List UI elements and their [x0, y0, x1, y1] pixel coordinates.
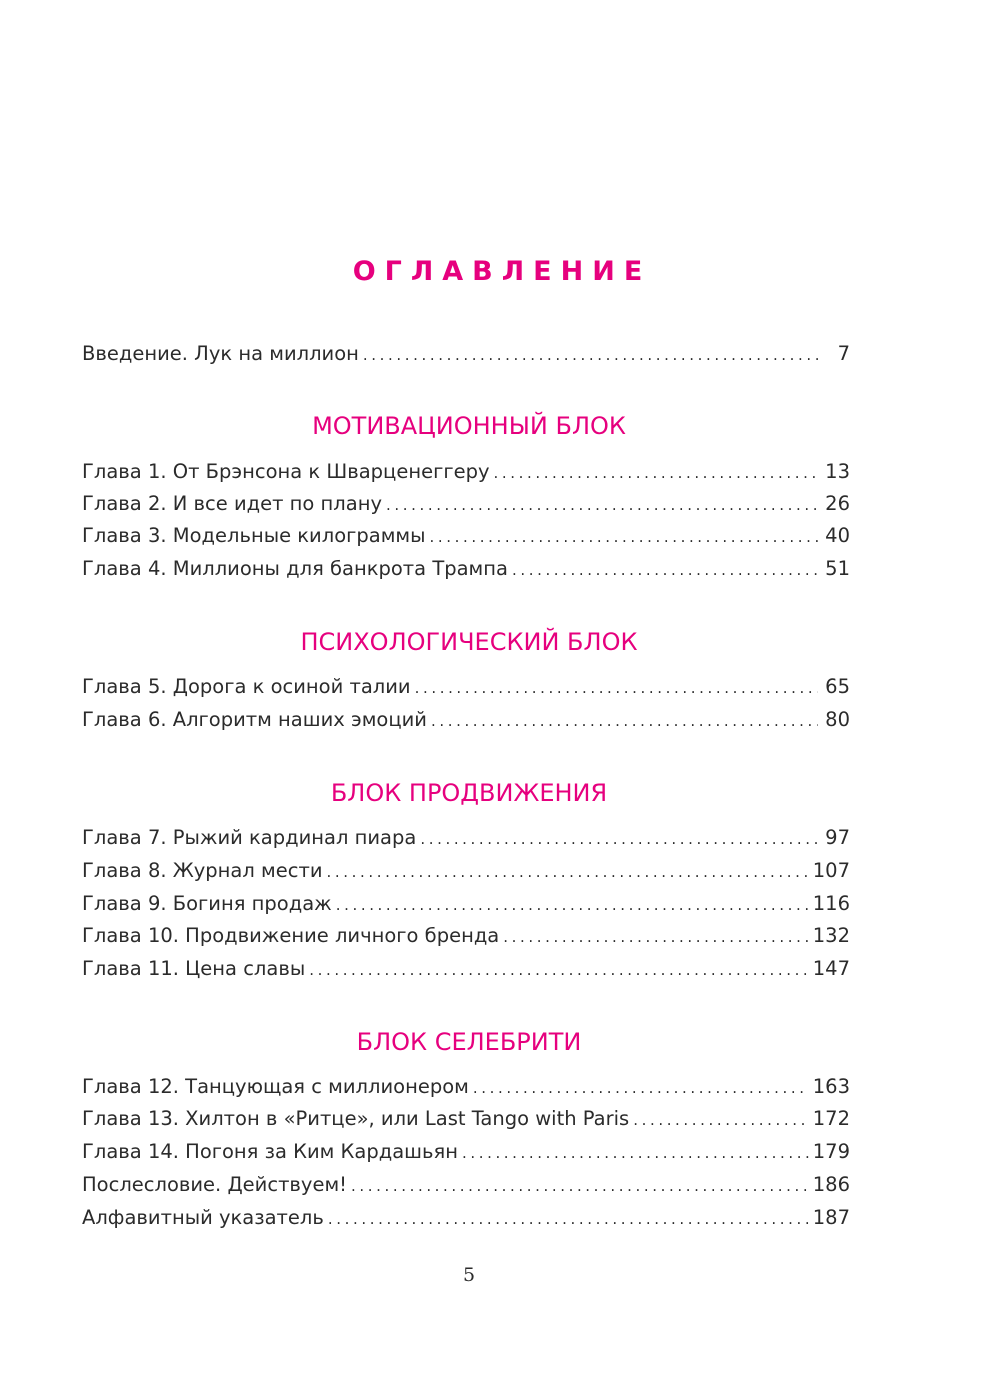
toc-entry-page: 147	[812, 957, 850, 980]
toc-entry-label: Глава 1. От Брэнсона к Шварценеггеру	[82, 460, 490, 483]
section-heading-motivation: МОТИВАЦИОННЫЙ БЛОК	[312, 412, 626, 440]
dot-leader	[430, 528, 818, 546]
toc-entry[interactable]	[82, 924, 850, 954]
dot-leader	[309, 961, 809, 979]
toc-entry-label: Глава 5. Дорога к осиной талии	[82, 675, 411, 698]
dot-leader	[420, 830, 818, 848]
toc-entry-intro[interactable]	[82, 342, 850, 372]
dot-leader	[462, 1144, 809, 1162]
toc-entry-page: 186	[812, 1173, 850, 1196]
toc-entry[interactable]	[82, 1206, 850, 1236]
section-heading-celebrity: БЛОК СЕЛЕБРИТИ	[356, 1028, 582, 1056]
dot-leader	[386, 496, 818, 514]
toc-entry-label: Алфавитный указатель	[82, 1206, 324, 1229]
toc-entry[interactable]	[82, 1075, 850, 1105]
toc-entry-label: Послесловие. Действуем!	[82, 1173, 347, 1196]
dot-leader	[473, 1079, 809, 1097]
toc-entry[interactable]	[82, 1173, 850, 1203]
toc-entry-page: 97	[825, 826, 850, 849]
toc-entry[interactable]	[82, 557, 850, 587]
toc-entry[interactable]	[82, 708, 850, 738]
dot-leader	[493, 464, 818, 482]
toc-entry-page: 187	[812, 1206, 850, 1229]
toc-entry-page: 40	[825, 524, 850, 547]
toc-entry-page: 65	[825, 675, 850, 698]
section-heading-promotion: БЛОК ПРОДВИЖЕНИЯ	[330, 779, 608, 807]
dot-leader	[363, 346, 818, 364]
toc-entry-label: Глава 8. Журнал мести	[82, 859, 323, 882]
dot-leader	[415, 679, 818, 697]
toc-entry-page: 116	[812, 892, 850, 915]
toc-entry[interactable]	[82, 859, 850, 889]
toc-entry-page: 51	[825, 557, 850, 580]
dot-leader	[633, 1111, 809, 1129]
toc-entry-label: Глава 6. Алгоритм наших эмоций	[82, 708, 427, 731]
toc-entry-label: Глава 11. Цена славы	[82, 957, 306, 980]
toc-entry-label: Глава 3. Модельные килограммы	[82, 524, 426, 547]
page-title: ОГЛАВЛЕНИЕ	[352, 256, 652, 287]
toc-entry[interactable]	[82, 957, 850, 987]
toc-entry[interactable]	[82, 826, 850, 856]
dot-leader	[503, 928, 809, 946]
dot-leader	[336, 896, 809, 914]
toc-entry-page: 132	[812, 924, 850, 947]
page-number: 5	[462, 1264, 476, 1286]
toc-entry[interactable]	[82, 1107, 850, 1137]
toc-entry-label: Глава 2. И все идет по плану	[82, 492, 382, 515]
toc-entry-label: Глава 4. Миллионы для банкрота Трампа	[82, 557, 508, 580]
toc-entry-page: 7	[837, 342, 850, 365]
dot-leader	[328, 1210, 809, 1228]
toc-entry-page: 172	[812, 1107, 850, 1130]
toc-entry-page: 179	[812, 1140, 850, 1163]
toc-entry[interactable]	[82, 892, 850, 922]
toc-entry-label: Глава 9. Богиня продаж	[82, 892, 332, 915]
toc-entry-label: Глава 12. Танцующая с миллионером	[82, 1075, 469, 1098]
toc-entry-label: Глава 10. Продвижение личного бренда	[82, 924, 500, 947]
toc-entry[interactable]	[82, 460, 850, 490]
dot-leader	[512, 561, 818, 579]
toc-entry-page: 13	[825, 460, 850, 483]
toc-entry[interactable]	[82, 492, 850, 522]
toc-entry[interactable]	[82, 524, 850, 554]
toc-entry[interactable]	[82, 1140, 850, 1170]
toc-entry-label: Глава 13. Хилтон в «Ритце», или Last Tango with Paris	[82, 1107, 630, 1130]
dot-leader	[351, 1177, 809, 1195]
toc-entry-page: 26	[825, 492, 850, 515]
toc-entry-label: Глава 7. Рыжий кардинал пиара	[82, 826, 417, 849]
toc-entry-label: Введение. Лук на миллион	[82, 342, 359, 365]
toc-entry-page: 80	[825, 708, 850, 731]
toc-entry[interactable]	[82, 675, 850, 705]
section-heading-psychology: ПСИХОЛОГИЧЕСКИЙ БЛОК	[300, 628, 638, 656]
toc-entry-page: 163	[812, 1075, 850, 1098]
toc-entry-label: Глава 14. Погоня за Ким Кардашьян	[82, 1140, 458, 1163]
dot-leader	[327, 863, 809, 881]
dot-leader	[431, 712, 818, 730]
toc-entry-page: 107	[812, 859, 850, 882]
